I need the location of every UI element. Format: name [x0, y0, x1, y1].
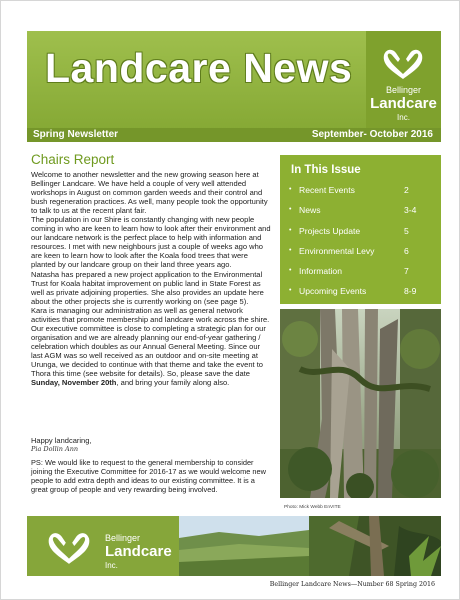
toc-page: 6	[404, 245, 409, 256]
footer-logo-bellinger: Bellinger	[105, 533, 141, 543]
footer-logo-landcare: Landcare	[105, 543, 172, 560]
logo-bellinger: Bellinger	[385, 85, 422, 95]
article-paragraph	[31, 324, 272, 387]
landcare-logo	[366, 31, 441, 129]
article-paragraph: Kara is managing our administration as well as general network activities that promote membership and landcare work across the shire.	[31, 305, 270, 324]
toc-page: 5	[404, 225, 409, 236]
postscript: PS: We would like to request to the general membership to consider joining the Executive Committee for 2016-17 as we would welcome new people to add extra depth and ideas to our existing committee. It is a great group of people and very rewarding being involved.	[31, 458, 266, 494]
toc-item	[288, 246, 438, 266]
bullet-icon: •	[289, 206, 292, 214]
toc-item	[288, 226, 438, 246]
toc-item	[288, 205, 438, 225]
event-date: Sunday, November 20th	[31, 378, 117, 388]
bullet-icon: •	[289, 226, 292, 234]
bullet-icon: •	[289, 246, 292, 254]
toc-page: 8-9	[404, 286, 417, 297]
bullet-icon: •	[289, 267, 292, 275]
bullet-icon: •	[289, 287, 292, 295]
footer-landcare-logo	[27, 516, 179, 576]
footer-logo-inc: Inc.	[105, 561, 118, 570]
toc-title: Environmental Levy	[299, 245, 375, 256]
bullet-icon: •	[289, 186, 292, 193]
logo-landcare: Landcare	[370, 95, 437, 112]
closing-line: Happy landcaring,	[31, 436, 92, 445]
photo-credit: Photo: Mick Webb EnVITE	[284, 505, 341, 510]
toc-title: Information	[299, 266, 342, 277]
article-paragraph: Natasha has prepared a new project application to the Environmental Trust for Koala habitat improvement on public land in State Forest as well as private adjoining properties. She also provides an update here about the other projects she is currently working on (see page 5).	[31, 269, 264, 306]
hands-heart-logo-icon	[41, 528, 97, 566]
article-paragraph: Welcome to another newsletter and the new growing season here at Bellinger Landcare. We have held a couple of very well attended workshops in August on common garden weeds and their control and bush regeneration practices. As well, many people took the opportunity to talk to us at the recent plant fair.	[31, 170, 268, 216]
toc-title: News	[299, 205, 321, 216]
in-this-issue-box	[280, 155, 441, 304]
article-text: Our executive committee is close to completing a strategic plan for our organisation and we are already planning our end-of-year gathering / celebration which doubles as our Annual General Meeting. Since our last AGM was so well received as an outdoor and on-site meeting at Urunga, we decided to continue with that theme and take the event to Thora this time (see website for details). So, please save the date	[31, 323, 266, 379]
toc-item	[288, 266, 438, 286]
fig-tree-photo	[280, 309, 441, 498]
toc-page: 3-4	[404, 205, 417, 216]
edition-label: Spring Newsletter	[33, 129, 119, 140]
masthead-banner	[27, 31, 441, 129]
toc-page: 2	[404, 185, 409, 195]
article-text: , and bring your family along also.	[116, 378, 230, 388]
table-of-contents	[288, 185, 438, 307]
edition-date: September- October 2016	[311, 129, 433, 140]
toc-title: Projects Update	[299, 225, 361, 236]
chairs-report-body	[31, 170, 272, 387]
signature: Pia Dollin Ann	[31, 445, 79, 453]
landscape-photo-strip	[179, 516, 441, 576]
in-this-issue-title: In This Issue	[291, 164, 361, 176]
footer-caption: Bellinger Landcare News—Number 68 Spring 2016	[269, 581, 435, 588]
logo-inc: Inc.	[397, 113, 410, 122]
newsletter-title: Landcare News	[45, 45, 353, 91]
toc-page: 7	[404, 266, 409, 277]
article-paragraph: The population in our Shire is constantly changing with new people coming in who are keen to learn how to look after their environment and our landcare network is the perfect place to help with information and resources. I met with new neighbours just a couple of weeks ago who are keen to learn how to look after the Koala food trees that were planted by our landcare group on their land three years ago.	[31, 215, 271, 270]
footer-banner	[27, 516, 441, 576]
toc-title: Recent Events	[299, 185, 355, 195]
issue-bar	[27, 128, 441, 142]
toc-item	[288, 286, 438, 306]
masthead-title-panel	[27, 31, 366, 129]
chairs-report-heading: Chairs Report	[31, 152, 115, 167]
toc-item	[288, 185, 438, 205]
hands-heart-logo-icon	[378, 45, 428, 81]
toc-title: Upcoming Events	[299, 286, 367, 297]
